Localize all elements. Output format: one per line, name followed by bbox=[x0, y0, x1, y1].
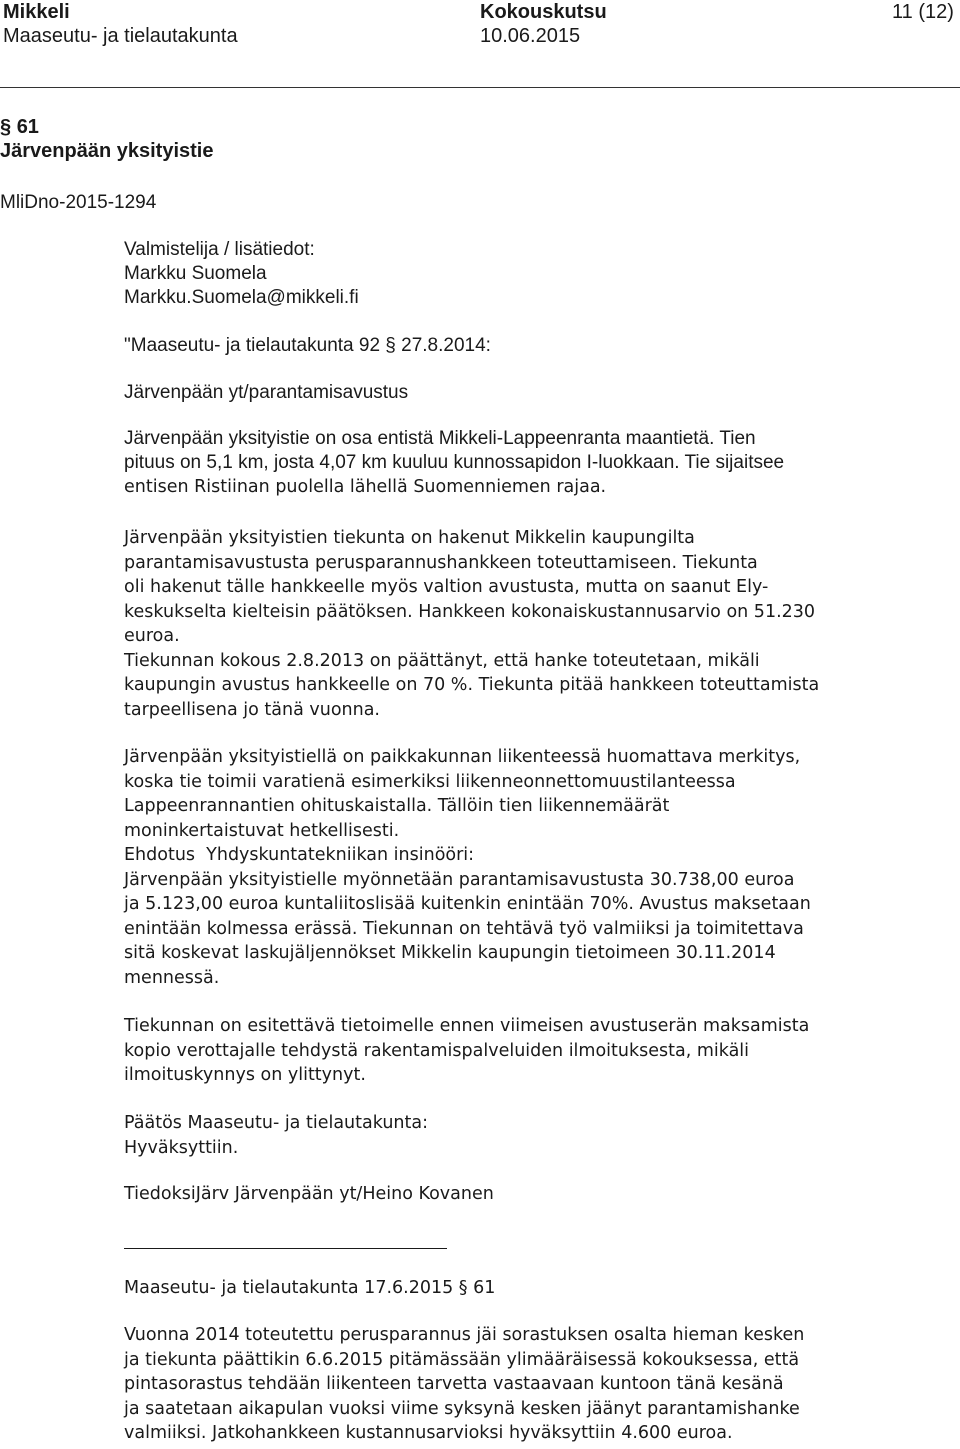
paragraph-conditions bbox=[124, 1014, 914, 1088]
decision-block bbox=[124, 1111, 914, 1160]
text-line: oli hakenut tälle hankkeelle myös valtion avustusta, mutta on saanut Ely- bbox=[124, 577, 769, 597]
header-divider bbox=[0, 87, 960, 88]
subject-line: Järvenpään yt/parantamisavustus bbox=[124, 382, 409, 403]
text-line: pintasorastus tehdään liikenteen tarvetta vastaavaan kuntoon tänä kesänä bbox=[124, 1374, 784, 1394]
text-line: Järvenpään yksityistie on osa entistä Mikkeli-Lappeenranta maantietä. Tien bbox=[124, 428, 756, 449]
text-line: valmiiksi. Jatkohankkeen kustannusarvioksi hyväksyttiin 4.600 euroa. bbox=[124, 1423, 733, 1443]
text-line: Tiekunnan on esitettävä tietoimelle ennen viimeisen avustuserän maksamista bbox=[124, 1016, 810, 1036]
section-number-value: 61 bbox=[16, 116, 39, 138]
text-line: Järvenpään yksityistielle myönnetään parantamisavustusta 30.738,00 euroa bbox=[124, 869, 795, 890]
header-date: 10.06.2015 bbox=[480, 25, 581, 47]
text-line: kopio verottajalle tehdystä rakentamispalveluiden ilmoituksesta, mikäli bbox=[124, 1040, 750, 1061]
text-line: sitä koskevat laskujäljennökset Mikkelin kaupungin tietoimeen 30.11.2014 bbox=[124, 943, 776, 963]
section-number bbox=[0, 114, 39, 140]
paragraph-application bbox=[124, 526, 914, 722]
paragraph-road-description bbox=[124, 427, 914, 500]
decision-label: Päätös Maaseutu- ja tielautakunta: bbox=[124, 1113, 428, 1133]
separator-line bbox=[124, 1248, 447, 1249]
proposal-label: Ehdotus Yhdyskuntatekniikan insinööri: bbox=[124, 845, 475, 865]
text-line: mennessä. bbox=[124, 967, 220, 988]
meeting-reference: Maaseutu- ja tielautakunta 17.6.2015 § 61 bbox=[124, 1278, 496, 1298]
text-line: moninkertaistuvat hetkellisesti. bbox=[124, 820, 400, 841]
document-dno: MliDno-2015-1294 bbox=[0, 192, 157, 213]
section-title: Järvenpään yksityistie bbox=[0, 140, 214, 162]
text-line: Tiekunnan kokous 2.8.2013 on päättänyt, että hanke toteutetaan, mikäli bbox=[124, 650, 760, 671]
text-line: Vuonna 2014 toteutettu perusparannus jäi sorastuksen osalta hieman kesken bbox=[124, 1325, 805, 1345]
preparer-email: Markku.Suomela@mikkeli.fi bbox=[124, 287, 359, 308]
text-line: kaupungin avustus hankkeelle on 70 %. Tiekunta pitää hankkeen toteuttamista bbox=[124, 675, 820, 695]
meeting-reference-block bbox=[124, 1276, 914, 1301]
text-line: tarpeellisena jo tänä vuonna. bbox=[124, 699, 380, 720]
header-page-number: 11 (12) bbox=[892, 1, 954, 23]
header-committee: Maaseutu- ja tielautakunta bbox=[3, 25, 238, 47]
quote-reference: "Maaseutu- ja tielautakunta 92 § 27.8.2014: bbox=[124, 335, 491, 356]
paragraph-proposal bbox=[124, 745, 914, 990]
tiedoksi-block bbox=[124, 1182, 914, 1207]
text-line: pituus on 5,1 km, josta 4,07 km kuuluu kunnossapidon I-luokkaan. Tie sijaitsee bbox=[124, 452, 785, 473]
tiedoksi-line: TiedoksiJärv Järvenpään yt/Heino Kovanen bbox=[124, 1184, 494, 1204]
text-line: entisen Ristiinan puolella lähellä Suomenniemen rajaa. bbox=[124, 477, 607, 497]
text-line: ja saatetaan aikapulan vuoksi viime syksynä kesken jäänyt parantamishanke bbox=[124, 1398, 800, 1419]
header-org: Mikkeli bbox=[3, 1, 70, 23]
page-header bbox=[0, 0, 960, 80]
text-line: parantamisavustusta perusparannushankkeen toteuttamiseen. Tiekunta bbox=[124, 552, 758, 573]
text-line: euroa. bbox=[124, 626, 180, 646]
text-line: ilmoituskynnys on ylittynyt. bbox=[124, 1065, 366, 1085]
text-line: ja 5.123,00 euroa kuntaliitoslisää kuitenkin enintään 70%. Avustus maksetaan bbox=[124, 894, 811, 914]
text-line: Järvenpään yksityistien tiekunta on hakenut Mikkelin kaupungilta bbox=[124, 528, 695, 548]
text-line: Järvenpään yksityistiellä on paikkakunnan liikenteessä huomattava merkitys, bbox=[124, 747, 801, 767]
decision-value: Hyväksyttiin. bbox=[124, 1137, 239, 1158]
text-line: koska tie toimii varatienä esimerkiksi liikenneonnettomuustilanteessa bbox=[124, 771, 736, 792]
preparer-name: Markku Suomela bbox=[124, 263, 267, 284]
text-line: ja tiekunta päättikin 6.6.2015 pitämässään ylimääräisessä kokouksessa, että bbox=[124, 1349, 800, 1370]
header-doc-type: Kokouskutsu bbox=[480, 1, 607, 23]
text-line: keskukselta kielteisin päätöksen. Hankkeen kokonaiskustannusarvio on 51.230 bbox=[124, 601, 816, 622]
text-line: enintään kolmessa erässä. Tiekunnan on tehtävä työ valmiiksi ja toimitettava bbox=[124, 918, 804, 939]
text-line: Lappeenrannantien ohituskaistalla. Tällöin tien liikennemäärät bbox=[124, 796, 670, 816]
preparer-label: Valmistelija / lisätiedot: bbox=[124, 239, 315, 260]
paragraph-followup bbox=[124, 1323, 914, 1446]
section-symbol: § bbox=[0, 116, 12, 138]
